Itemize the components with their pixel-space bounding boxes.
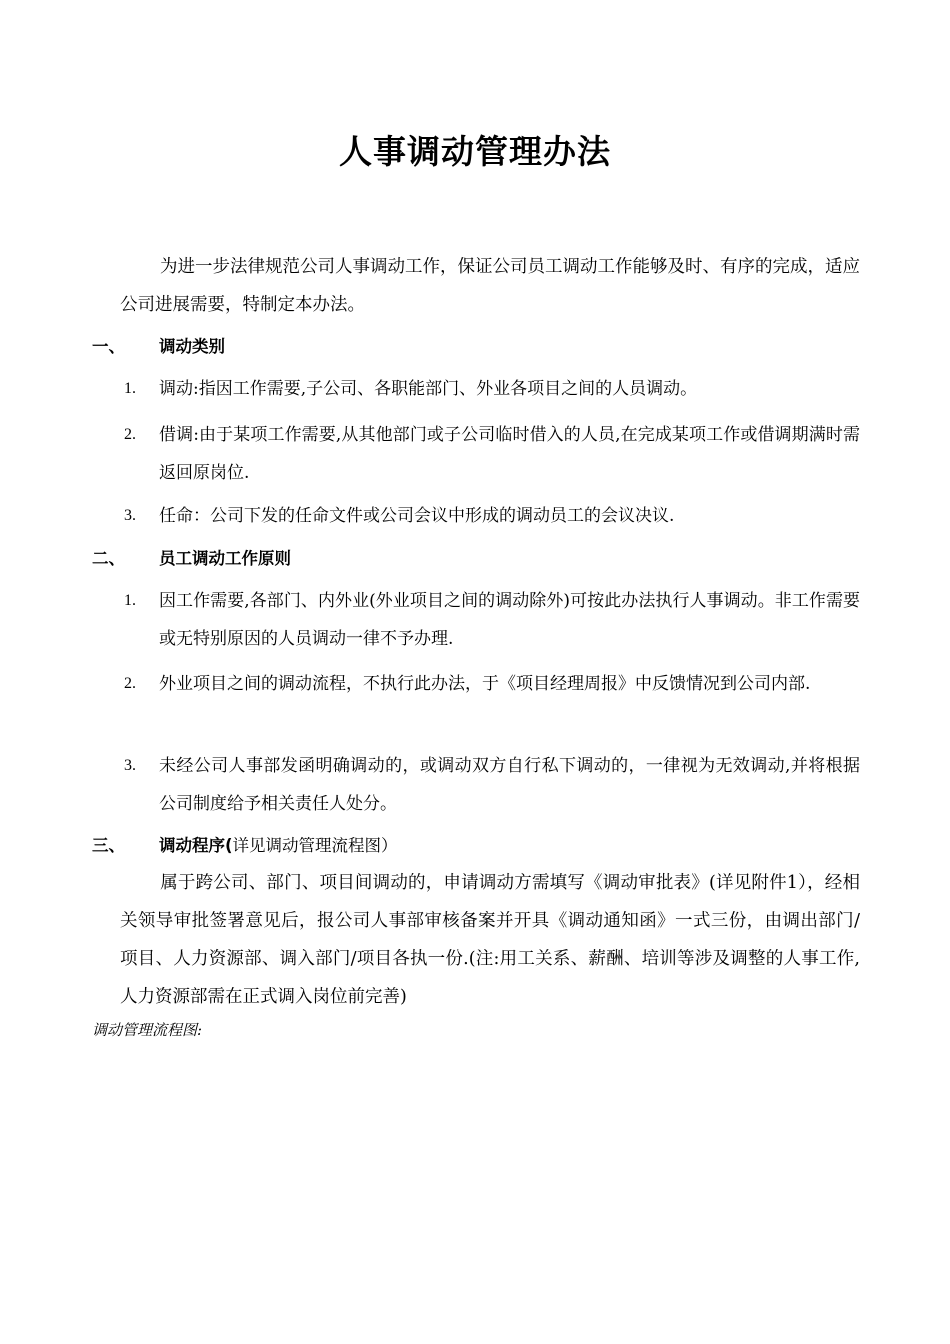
- item-number: 2.: [124, 426, 136, 443]
- list-item: [124, 747, 860, 823]
- item-number: 2.: [124, 675, 136, 692]
- item-number: 3.: [124, 757, 136, 774]
- section-title: 调动类别: [159, 337, 225, 356]
- intro-paragraph: [120, 248, 860, 324]
- section-number: 一、: [92, 337, 125, 356]
- item-text: 任命：公司下发的任命文件或公司会议中形成的调动员工的会议决议.: [159, 506, 675, 526]
- list-item: [124, 665, 860, 703]
- item-number: 3.: [124, 507, 136, 524]
- section-heading-1: [92, 333, 225, 361]
- item-text: 因工作需要,各部门、内外业(外业项目之间的调动除外)可按此办法执行人事调动。非工作需要或无特别原因的人员调动一律不予办理.: [159, 591, 860, 649]
- list-item: [124, 582, 860, 658]
- section-number: 三、: [92, 836, 125, 855]
- list-item: [124, 370, 860, 408]
- section-title: 调动程序(: [159, 836, 233, 855]
- flowchart-caption: 调动管理流程图:: [92, 1021, 203, 1039]
- list-item: [124, 416, 860, 492]
- intro-text: 为进一步法律规范公司人事调动工作，保证公司员工调动工作能够及时、有序的完成，适应公司进展需要，特制定本办法。: [120, 257, 860, 315]
- procedure-paragraph: [120, 864, 860, 1016]
- item-text: 外业项目之间的调动流程，不执行此办法，于《项目经理周报》中反馈情况到公司内部.: [159, 674, 811, 694]
- document-title: 人事调动管理办法: [339, 132, 611, 171]
- item-text: 未经公司人事部发函明确调动的，或调动双方自行私下调动的，一律视为无效调动,并将根据公司制度给予相关责任人处分。: [159, 756, 860, 814]
- section-heading-2: [92, 545, 291, 573]
- item-number: 1.: [124, 592, 136, 609]
- section-title-note: 详见调动管理流程图）: [232, 836, 398, 855]
- section-title: 员工调动工作原则: [159, 549, 291, 568]
- item-number: 1.: [124, 380, 136, 397]
- section-number: 二、: [92, 549, 125, 568]
- procedure-text: 属于跨公司、部门、项目间调动的，申请调动方需填写《调动审批表》(详见附件1），经相关领导审批签署意见后，报公司人事部审核备案并开具《调动通知函》一式三份，由调出部门/项目、人力资源部、调入部门/项目各执一份.(注:用工关系、薪酬、培训等涉及调整的人事工作,人力资源部需在正式调入岗位前完善): [120, 873, 860, 1007]
- section-heading-3: [92, 832, 398, 860]
- list-item: [124, 497, 860, 535]
- item-text: 借调:由于某项工作需要,从其他部门或子公司临时借入的人员,在完成某项工作或借调期满时需返回原岗位.: [159, 425, 860, 483]
- item-text: 调动:指因工作需要,子公司、各职能部门、外业各项目之间的人员调动。: [159, 379, 698, 399]
